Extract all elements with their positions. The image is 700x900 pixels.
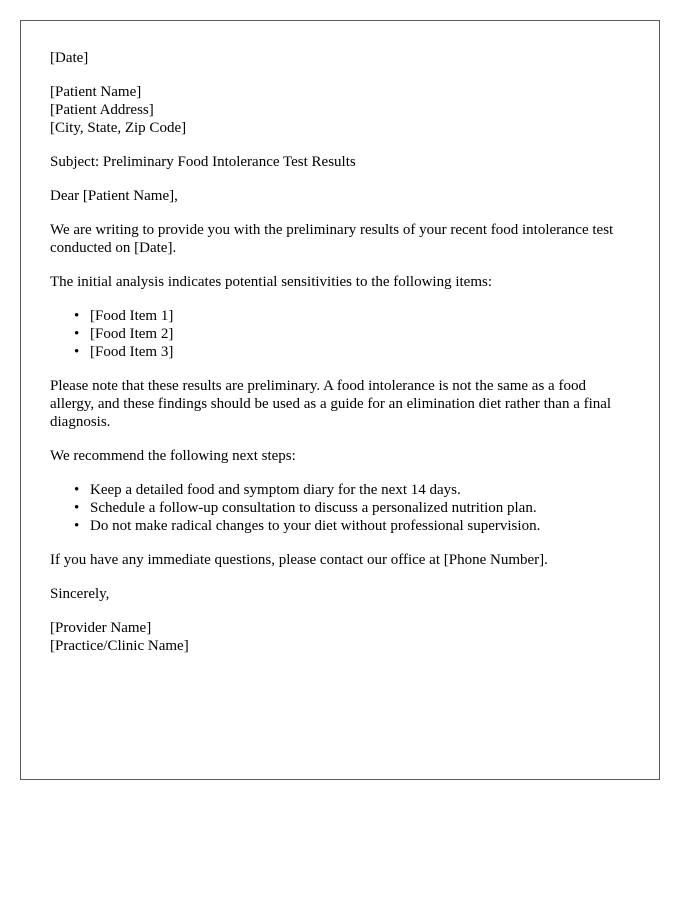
food-item-label: [Food Item 3] <box>90 344 174 360</box>
next-steps-intro: We recommend the following next steps: <box>50 448 296 464</box>
list-item <box>74 325 630 343</box>
letter-date: [Date] <box>50 50 89 66</box>
letter-page <box>20 20 660 780</box>
next-step-label: Schedule a follow-up consultation to discuss a personalized nutrition plan. <box>90 500 537 516</box>
recipient-address: [Patient Address] <box>50 102 154 118</box>
bullet-icon: • <box>74 326 80 342</box>
list-item <box>74 481 630 499</box>
bullet-icon: • <box>74 500 80 516</box>
recipient-city-state-zip: [City, State, Zip Code] <box>50 120 187 136</box>
letter-subject: Subject: Preliminary Food Intolerance Test Results <box>50 154 356 170</box>
list-item <box>74 307 630 325</box>
letter-intro: We are writing to provide you with the preliminary results of your recent food intolerance test conducted on [Date]. <box>50 222 614 256</box>
next-step-label: Keep a detailed food and symptom diary for the next 14 days. <box>90 482 461 498</box>
practice-name: [Practice/Clinic Name] <box>50 638 189 654</box>
recipient-block <box>50 83 630 137</box>
food-items-list <box>50 307 630 361</box>
list-item <box>74 499 630 517</box>
next-steps-list <box>50 481 630 535</box>
list-item <box>74 517 630 535</box>
provider-name: [Provider Name] <box>50 620 152 636</box>
recipient-name: [Patient Name] <box>50 84 142 100</box>
letter-closing: Sincerely, <box>50 586 110 602</box>
bullet-icon: • <box>74 518 80 534</box>
bullet-icon: • <box>74 482 80 498</box>
sensitivities-intro: The initial analysis indicates potential sensitivities to the following items: <box>50 274 493 290</box>
preliminary-note: Please note that these results are preliminary. A food intolerance is not the same as a food allergy, and these findings should be used as a guide for an elimination diet rather than a final diagnosis. <box>50 378 612 430</box>
contact-line: If you have any immediate questions, please contact our office at [Phone Number]. <box>50 552 548 568</box>
bullet-icon: • <box>74 344 80 360</box>
food-item-label: [Food Item 2] <box>90 326 174 342</box>
signature-block <box>50 619 630 655</box>
letter-salutation: Dear [Patient Name], <box>50 188 178 204</box>
bullet-icon: • <box>74 308 80 324</box>
food-item-label: [Food Item 1] <box>90 308 174 324</box>
next-step-label: Do not make radical changes to your diet without professional supervision. <box>90 518 541 534</box>
list-item <box>74 343 630 361</box>
